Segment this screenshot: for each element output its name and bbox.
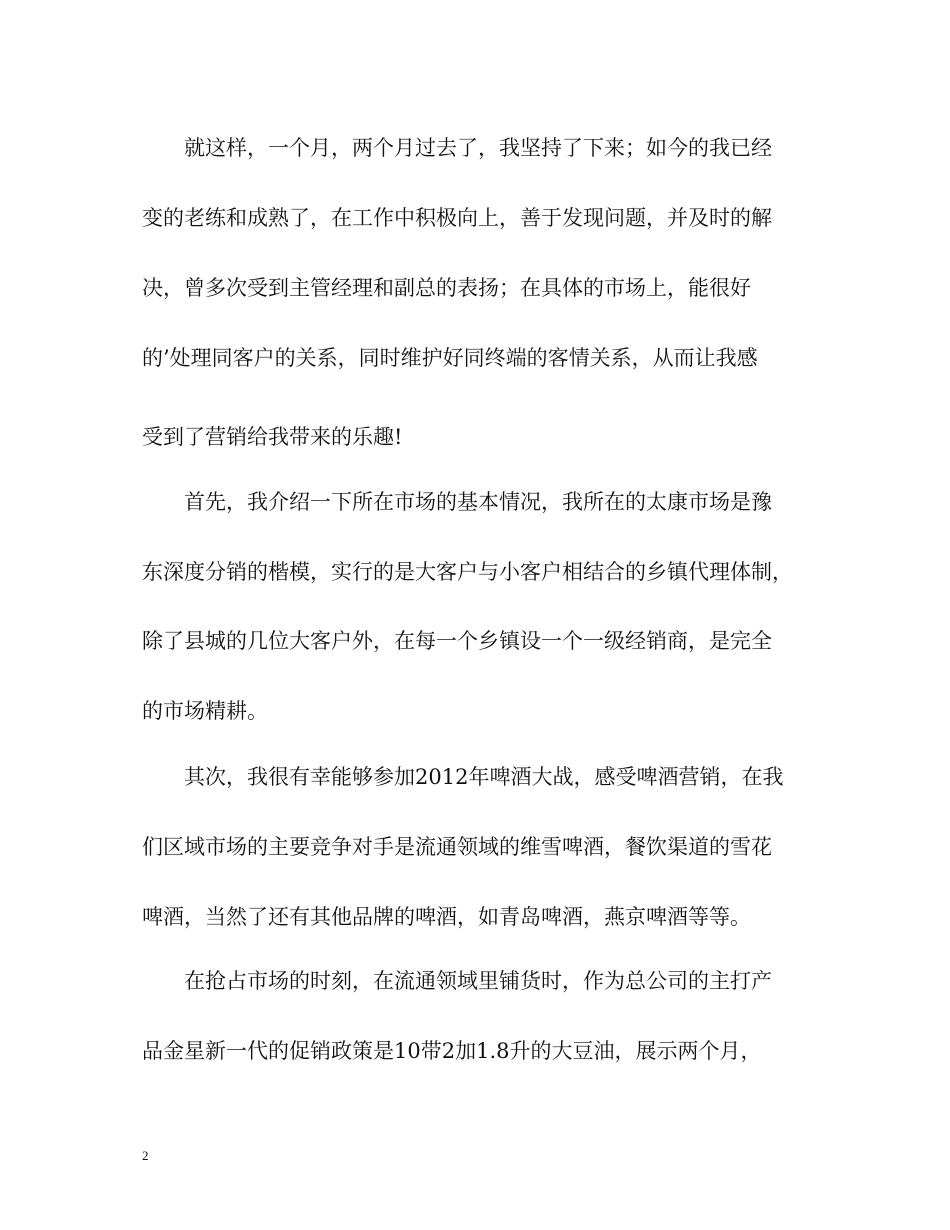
- paragraph-3-line-1: 其次，我很有幸能够参加2012年啤酒大战，感受啤酒营销，在我: [184, 765, 784, 789]
- paragraph-2-line-2: 东深度分销的楷模，实行的是大客户与小客户相结合的乡镇代理体制，: [142, 560, 793, 584]
- paragraph-2-line-3: 除了县城的几位大客户外，在每一个乡镇设一个一级经销商，是完全: [142, 629, 772, 653]
- paragraph-4-line-2: 品金星新一代的促销政策是10带2加1.8升的大豆油，展示两个月，: [142, 1039, 762, 1063]
- paragraph-1-line-3: 决，曾多次受到主管经理和副总的表扬；在具体的市场上，能很好: [142, 276, 751, 300]
- paragraph-2-line-1: 首先，我介绍一下所在市场的基本情况，我所在的太康市场是豫: [184, 490, 772, 514]
- paragraph-1-line-2: 变的老练和成熟了，在工作中积极向上，善于发现问题，并及时的解: [142, 206, 772, 230]
- paragraph-2-line-4: 的市场精耕。: [142, 699, 268, 723]
- page-number: 2: [142, 1148, 149, 1163]
- paragraph-1-line-4: 的’处理同客户的关系，同时维护好同终端的客情关系，从而让我感: [142, 346, 758, 370]
- paragraph-3-line-3: 啤酒，当然了还有其他品牌的啤酒，如青岛啤酒，燕京啤酒等等。: [142, 905, 751, 929]
- paragraph-3-line-2: 们区域市场的主要竞争对手是流通领域的维雪啤酒，餐饮渠道的雪花: [142, 835, 772, 859]
- paragraph-4-line-1: 在抢占市场的时刻，在流通领域里铺货时，作为总公司的主打产: [184, 969, 772, 993]
- paragraph-1-line-1: 就这样，一个月，两个月过去了，我坚持了下来；如今的我已经: [184, 136, 772, 160]
- paragraph-1-line-5: 受到了营销给我带来的乐趣!: [142, 425, 403, 449]
